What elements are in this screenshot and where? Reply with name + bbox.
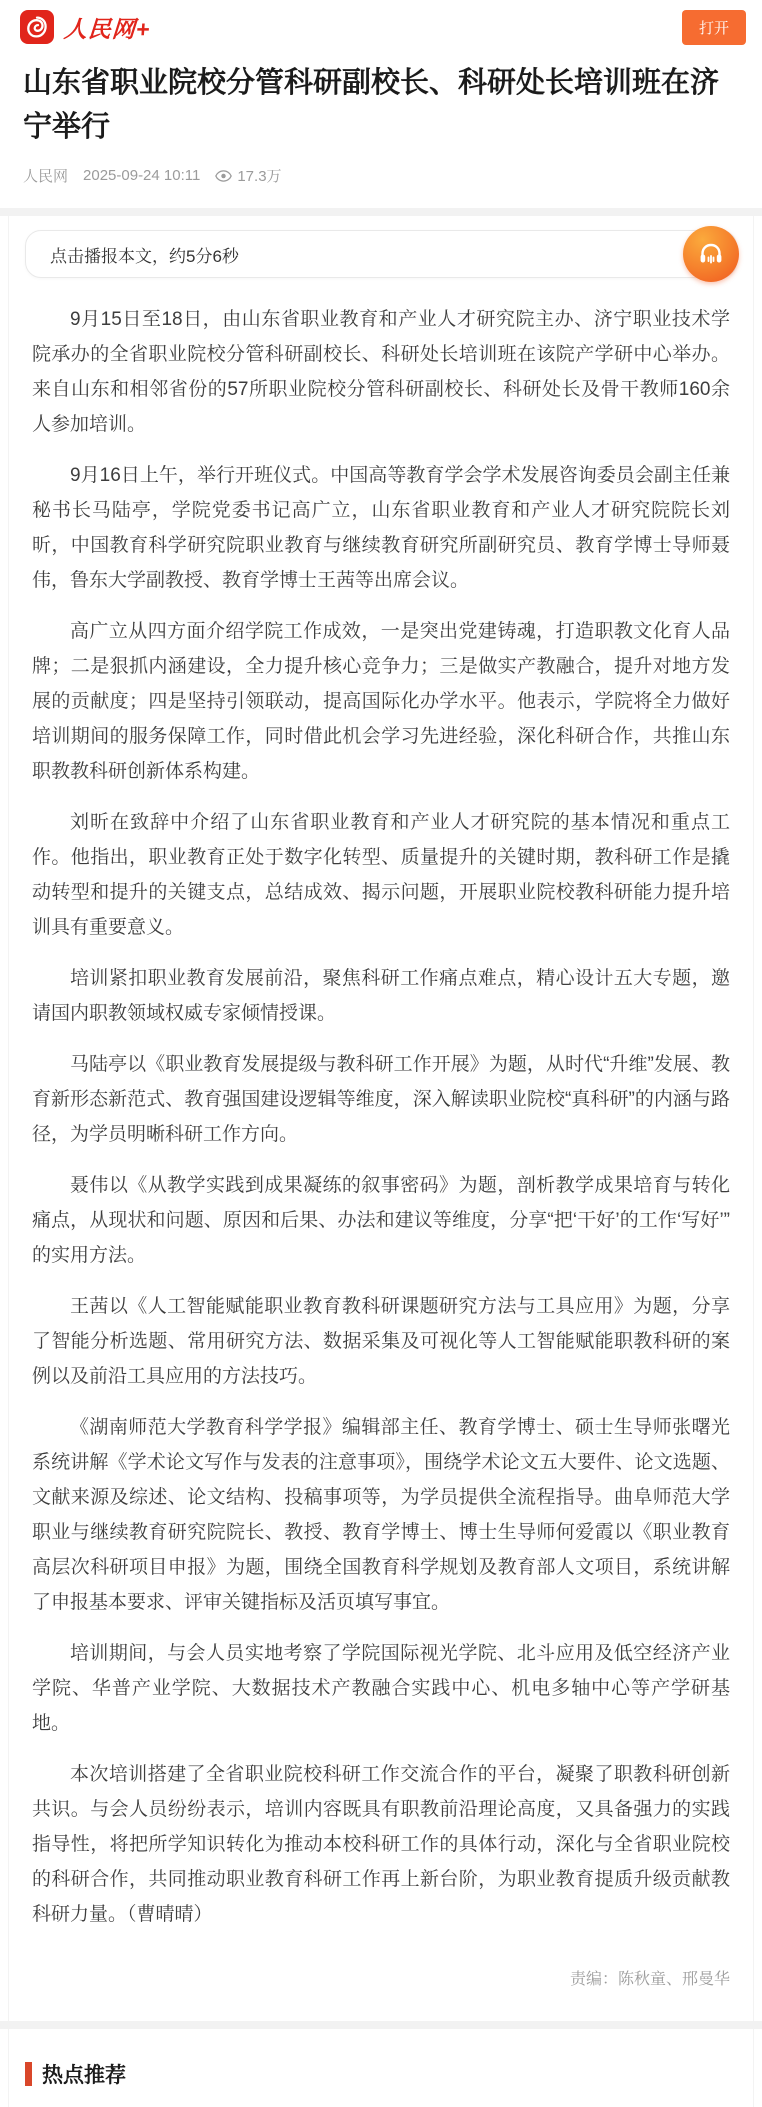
article-datetime: 2025-09-24 10:11 (83, 167, 201, 184)
article-paragraph: 9月15日至18日，由山东省职业教育和产业人才研究院主办、济宁职业技术学院承办的全省职业院校分管科研副校长、科研处长培训班在该院产学研中心举办。来自山东和相邻省份的57所职业院校分管科研副校长、科研处长及骨干教师160余人参加培训。 (32, 309, 730, 435)
article-paragraph: 《湖南师范大学教育科学学报》编辑部主任、教育学博士、硕士生导师张曙光系统讲解《学术论文写作与发表的注意事项》，围绕学术论文五大要件、论文选题、文献来源及综述、论文结构、投稿事项等，为学员提供全流程指导。曲阜师范大学职业与继续教育研究院院长、教授、教育学博士、博士生导师何爱霞以《职业教育高层次科研项目申报》为题，围绕全国教育科学规划及教育部人文项目，系统讲解了申报基本要求、评审关键指标及活页填写事宜。 (32, 1417, 730, 1613)
headphone-icon[interactable] (683, 226, 739, 282)
view-count: 17.3万 (237, 168, 282, 185)
article-meta (23, 149, 739, 208)
article-paragraph: 马陆亭以《职业教育发展提级与教科研工作开展》为题，从时代“升维”发展、教育新形态新范式、教育强国建设逻辑等维度，深入解读职业院校“真科研”的内涵与路径，为学员明晰科研工作方向。 (32, 1054, 730, 1145)
editor-note: 责编：陈秋童、邢曼华 (569, 1971, 730, 1988)
hot-recommend-header (25, 2059, 737, 2089)
app-header (0, 0, 762, 54)
open-app-button[interactable]: 打开 (682, 10, 746, 45)
article-paragraphs (25, 278, 737, 1932)
app-name: 人民网+ (62, 15, 152, 42)
hot-recommend-title: 热点推荐 (42, 2064, 126, 2087)
article-body (8, 216, 754, 2021)
divider (0, 2021, 762, 2029)
eye-icon (215, 170, 232, 182)
article-paragraph: 本次培训搭建了全省职业院校科研工作交流合作的平台，凝聚了职教科研创新共识。与会人员纷纷表示，培训内容既具有职教前沿理论高度，又具备强力的实践指导性，将把所学知识转化为推动本校科研工作的具体行动，深化与全省职业院校的科研合作，共同推动职业教育科研工作再上新台阶，为职业教育提质升级贡献教科研力量。（曹晴晴） (32, 1764, 730, 1925)
brand (20, 10, 150, 44)
article-paragraph: 聂伟以《从教学实践到成果凝练的叙事密码》为题，剖析教学成果培育与转化痛点，从现状和问题、原因和后果、办法和建议等维度，分享“把‘干好’的工作‘写好’”的实用方法。 (32, 1175, 730, 1266)
article-title: 山东省职业院校分管科研副校长、科研处长培训班在济宁举行 (23, 67, 720, 143)
article-paragraph: 王茜以《人工智能赋能职业教育教科研课题研究方法与工具应用》为题，分享了智能分析选题、常用研究方法、数据采集及可视化等人工智能赋能职教科研的案例以及前沿工具应用的方法技巧。 (32, 1296, 730, 1387)
view-counter (215, 165, 281, 186)
article-paragraph: 培训紧扣职业教育发展前沿，聚焦科研工作痛点难点，精心设计五大专题，邀请国内职教领域权威专家倾情授课。 (32, 968, 730, 1024)
article-source: 人民网 (23, 168, 69, 185)
article-paragraph: 培训期间，与会人员实地考察了学院国际视光学院、北斗应用及低空经济产业学院、华普产业学院、大数据技术产教融合实践中心、机电多轴中心等产学研基地。 (32, 1643, 730, 1734)
hot-recommend-section (8, 2029, 754, 2107)
article-paragraph: 刘昕在致辞中介绍了山东省职业教育和产业人才研究院的基本情况和重点工作。他指出，职业教育正处于数字化转型、质量提升的关键时期，教科研工作是撬动转型和提升的关键支点，总结成效、揭示问题，开展职业院校教科研能力提升培训具有重要意义。 (32, 812, 730, 938)
audio-playback-label: 点击播报本文，约5分6秒 (50, 246, 239, 266)
audio-playback-bar[interactable] (25, 230, 737, 278)
people-daily-logo-icon (20, 10, 54, 44)
article-paragraph: 9月16日上午，举行开班仪式。中国高等教育学会学术发展咨询委员会副主任兼秘书长马陆亭，学院党委书记高广立，山东省职业教育和产业人才研究院院长刘昕，中国教育科学研究院职业教育与继续教育研究所副研究员、教育学博士导师聂伟，鲁东大学副教授、教育学博士王茜等出席会议。 (32, 465, 730, 591)
divider (0, 208, 762, 216)
article-head (0, 54, 762, 208)
section-accent-bar (25, 2062, 32, 2086)
article-paragraph: 高广立从四方面介绍学院工作成效，一是突出党建铸魂，打造职教文化育人品牌；二是狠抓内涵建设，全力提升核心竞争力；三是做实产教融合，提升对地方发展的贡献度；四是坚持引领联动，提高国际化办学水平。他表示，学院将全力做好培训期间的服务保障工作，同时借此机会学习先进经验，深化科研合作，共推山东职教教科研创新体系构建。 (32, 621, 730, 782)
